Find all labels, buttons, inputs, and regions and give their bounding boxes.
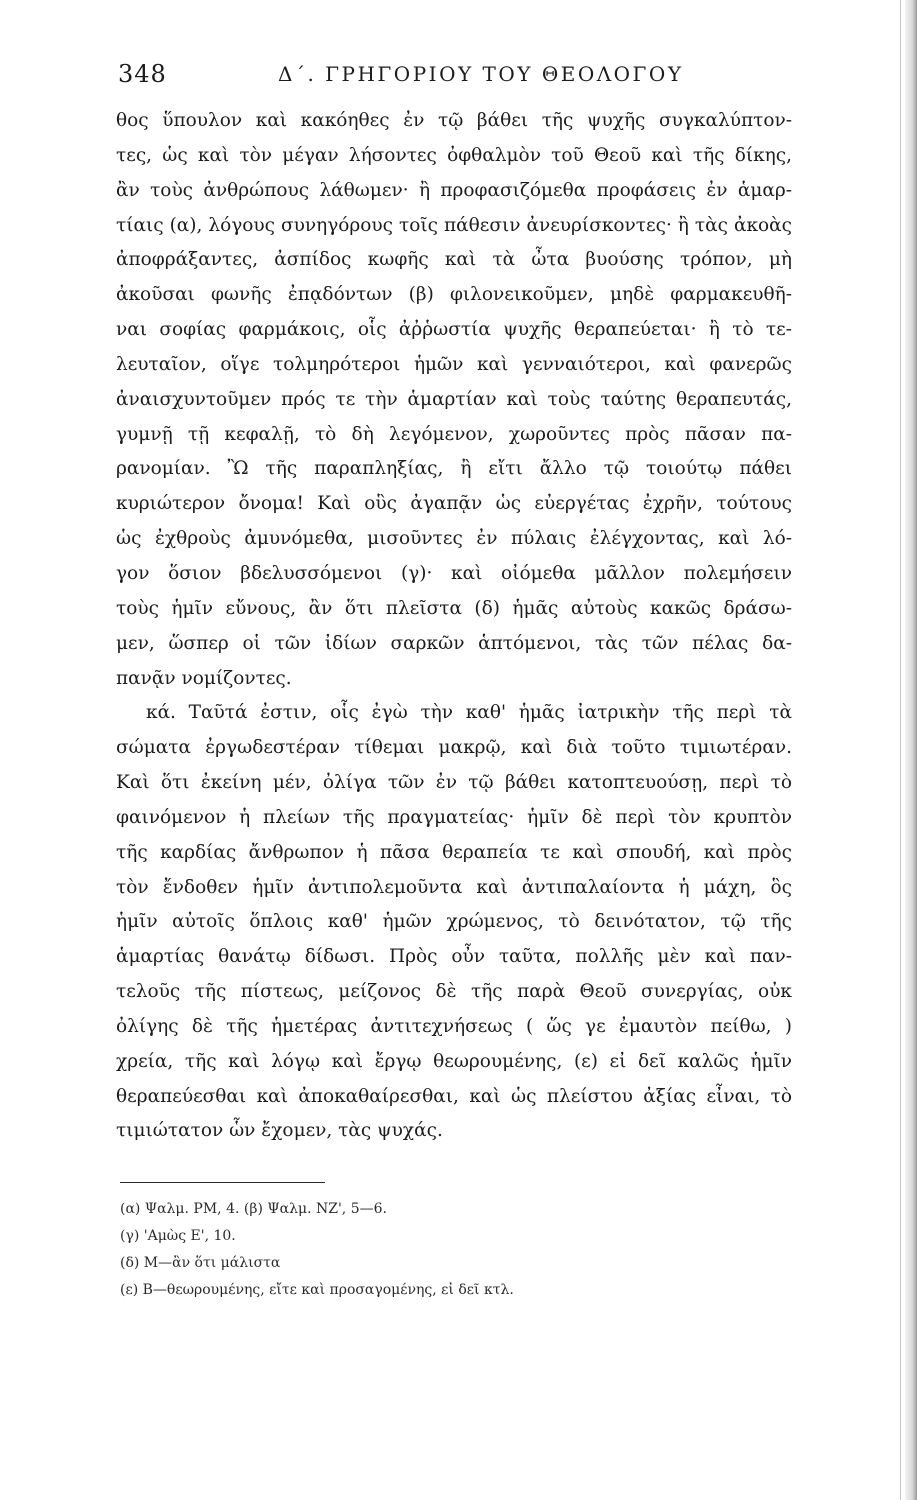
text-line: ὡς ἐχθροὺς ἀμυνόμεθα, μισοῦντες ἐν πύλαις ἐλέγχοντας, καὶ λό- xyxy=(116,528,792,550)
text-line: τῆς καρδίας ἄνθρωπον ἡ πᾶσα θεραπεία τε καὶ σπουδή, καὶ πρὸς xyxy=(116,841,792,863)
footnote-rule xyxy=(120,1182,325,1183)
text-line: ἡμῖν αὐτοῖς ὅπλοις καθ' ἡμῶν χρώμενος, τὸ δεινότατον, τῷ τῆς xyxy=(116,911,792,933)
text-line: τελοῦς τῆς πίστεως, μείζονος δὲ τῆς παρὰ Θεοῦ συνεργίας, οὐκ xyxy=(116,981,792,1003)
scan-edge-line xyxy=(900,0,901,1500)
footnote: (δ) Μ—ἂν ὅτι μάλιστα xyxy=(120,1255,281,1271)
page-header xyxy=(118,60,808,100)
text-line: μεν, ὥσπερ οἱ τῶν ἰδίων σαρκῶν ἁπτόμενοι, τὰς τῶν πέλας δα- xyxy=(116,632,792,654)
text-line: λευταῖον, οἵγε τολμηρότεροι ἡμῶν καὶ γενναιότεροι, καὶ φανερῶς xyxy=(116,353,792,375)
footnotes xyxy=(120,1196,740,1304)
text-line: γυμνῇ τῇ κεφαλῇ, τὸ δὴ λεγόμενον, χωροῦντες πρὸς πᾶσαν πα- xyxy=(116,423,792,445)
text-line: ρανομίαν. Ὢ τῆς παραπληξίας, ἢ εἴτι ἄλλο τῷ τοιούτῳ πάθει xyxy=(116,458,792,480)
text-line: χρεία, τῆς καὶ λόγῳ καὶ ἔργῳ θεωρουμένης, (ε) εἰ δεῖ καλῶς ἡμῖν xyxy=(116,1050,792,1072)
text-line: πανᾷν νομίζοντες. xyxy=(116,667,292,689)
footnote: (γ) 'Αμὼς Ε', 10. xyxy=(120,1228,236,1244)
scan-edge xyxy=(905,0,917,1500)
body-text xyxy=(116,104,792,1149)
text-line: θος ὕπουλον καὶ κακόηθες ἐν τῷ βάθει τῆς ψυχῆς συγκαλύπτον- xyxy=(116,110,792,131)
text-line: ὀλίγης δὲ τῆς ἡμετέρας ἀντιτεχνήσεως ( ὥς γε ἐμαυτὸν πείθω, ) xyxy=(116,1015,792,1037)
text-line: τες, ὡς καὶ τὸν μέγαν λήσοντες ὀφθαλμὸν τοῦ Θεοῦ καὶ τῆς δίκης, xyxy=(116,144,792,166)
text-line: κά. Ταῦτά ἐστιν, οἷς ἐγὼ τὴν καθ' ἡμᾶς ἰατρικὴν τῆς περὶ τὰ xyxy=(146,702,792,724)
text-line: τίαις (α), λόγους συνηγόρους τοῖς πάθεσιν ἀνευρίσκοντες· ἢ τὰς ἀκοὰς xyxy=(116,214,792,236)
text-line: σώματα ἐργωδεστέραν τίθεμαι μακρῷ, καὶ διὰ τοῦτο τιμιωτέραν. xyxy=(116,737,792,759)
text-line: κυριώτερον ὄνομα! Καὶ οὓς ἀγαπᾷν ὡς εὐεργέτας ἐχρῆν, τούτους xyxy=(116,493,792,515)
text-line: ἀναισχυντοῦμεν πρός τε τὴν ἁμαρτίαν καὶ τοὺς ταύτης θεραπευτάς, xyxy=(116,388,792,410)
text-line: ναι σοφίας φαρμάκοις, οἷς ἀῤῥωστία ψυχῆς θεραπεύεται· ἢ τὸ τε- xyxy=(116,319,792,341)
text-line: ἁμαρτίας θανάτῳ δίδωσι. Πρὸς οὖν ταῦτα, πολλῆς μὲν καὶ παν- xyxy=(116,946,792,968)
text-line: τὸν ἔνδοθεν ἡμῖν ἀντιπολεμοῦντα καὶ ἀντιπαλαίοντα ἡ μάχη, ὃς xyxy=(116,876,792,898)
footnote: (α) Ψαλμ. PM, 4. (β) Ψαλμ. ΝΖ', 5—6. xyxy=(120,1201,387,1217)
text-line: ἀκοῦσαι φωνῆς ἐπᾳδόντων (β) φιλονεικοῦμεν, μηδὲ φαρμακευθῆ- xyxy=(116,284,792,306)
text-line: γον ὅσιον βδελυσσόμενοι (γ)· καὶ οἰόμεθα μᾶλλον πολεμήσειν xyxy=(116,562,792,584)
text-line: Καὶ ὅτι ἐκείνη μέν, ὀλίγα τῶν ἐν τῷ βάθει κατοπτευούσῃ, περὶ τὸ xyxy=(116,772,792,794)
running-title: Δ΄. ΓΡΗΓΟΡΙΟΥ ΤΟΥ ΘΕΟΛΟΓΟΥ xyxy=(278,62,684,86)
footnote: (ε) Β—θεωρουμένης, εἴτε καὶ προσαγομένης, εἰ δεῖ κτλ. xyxy=(120,1282,514,1298)
text-line: θεραπεύεσθαι καὶ ἀποκαθαίρεσθαι, καὶ ὡς πλείστου ἀξίας εἶναι, τὸ xyxy=(116,1085,792,1107)
text-line: τιμιώτατον ὧν ἔχομεν, τὰς ψυχάς. xyxy=(116,1120,443,1142)
text-line: ἀποφράξαντες, ἀσπίδος κωφῆς καὶ τὰ ὦτα βυούσης τρόπον, μὴ xyxy=(116,249,792,271)
text-line: φαινόμενον ἡ πλείων τῆς πραγματείας· ἡμῖν δὲ περὶ τὸν κρυπτὸν xyxy=(116,806,792,828)
text-line: τοὺς ἡμῖν εὔνους, ἂν ὅτι πλεῖστα (δ) ἡμᾶς αὐτοὺς κακῶς δράσω- xyxy=(116,597,792,619)
text-line: ἂν τοὺς ἀνθρώπους λάθωμεν· ἢ προφασιζόμεθα προφάσεις ἐν ἁμαρ- xyxy=(116,179,792,201)
page-number: 348 xyxy=(118,60,167,88)
